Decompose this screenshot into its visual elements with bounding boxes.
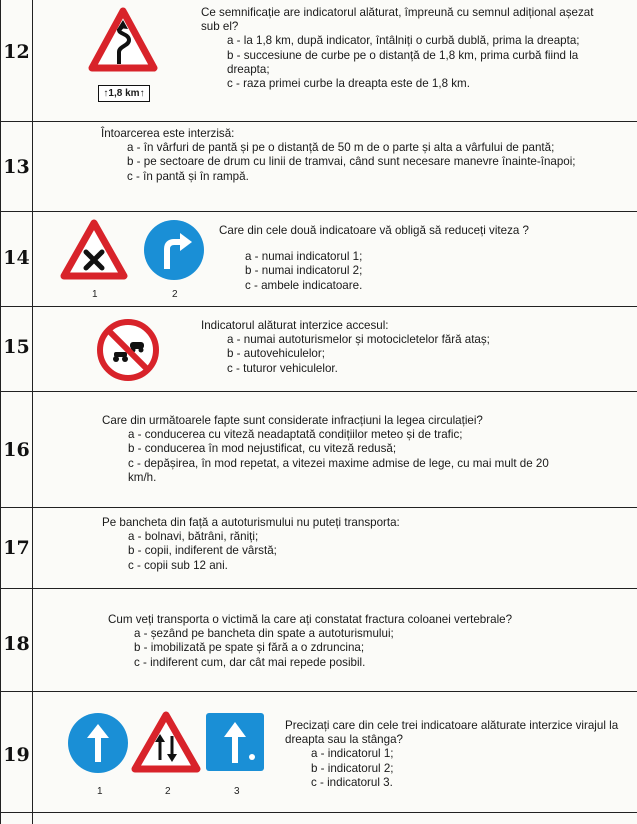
two-way-traffic-sign-icon: [132, 712, 200, 772]
answer-option[interactable]: a - șezând pe bancheta din spate a autoturismului;: [134, 627, 394, 641]
up-arrow-icon: ↑: [139, 88, 145, 99]
row-divider: [1, 211, 637, 212]
row-divider: [1, 588, 637, 589]
answer-option[interactable]: b - numai indicatorul 2;: [245, 264, 363, 278]
answer-option[interactable]: b - conducerea în mod nejustificat, cu viteză redusă;: [128, 442, 397, 456]
answer-option[interactable]: a - bolnavi, bătrâni, răniți;: [128, 530, 259, 544]
question-text: Care din cele două indicatoare vă obligă să reduceți viteza ?: [219, 224, 530, 237]
row-divider: [1, 812, 637, 813]
sign-label: 1: [92, 289, 98, 300]
question-block: [285, 719, 625, 790]
row-divider: [1, 391, 637, 392]
no-motor-vehicles-sign-icon: [96, 318, 160, 382]
question-text: Cum veți transporta o victimă la care ați constatat fractura coloanei vertebrale?: [108, 613, 513, 626]
answer-option[interactable]: c - indicatorul 3.: [311, 775, 393, 789]
answer-option[interactable]: c - ambele indicatoare.: [245, 278, 363, 292]
answer-option[interactable]: b - indicatorul 2;: [311, 761, 394, 775]
answer-option[interactable]: a - la 1,8 km, după indicator, întâlniți o curbă dublă, prima la dreapta;: [227, 34, 580, 48]
up-arrow-icon: ↑: [103, 88, 109, 99]
question-number: 14: [3, 247, 30, 269]
answer-option[interactable]: a - conducerea cu viteză neadaptată condițiilor meteo și de trafic;: [128, 428, 463, 442]
answer-option[interactable]: c - copii sub 12 ani.: [128, 558, 228, 572]
answer-option[interactable]: a - numai indicatorul 1;: [245, 250, 363, 264]
answer-option[interactable]: c - în pantă și în rampă.: [127, 169, 249, 183]
answer-option[interactable]: a - indicatorul 1;: [311, 747, 394, 761]
question-block: [201, 319, 611, 376]
answer-option[interactable]: a - în vârfuri de pantă și pe o distanță de 50 m de o parte și alta a vârfului de pantă;: [127, 141, 555, 155]
sign-label: 1: [97, 786, 103, 797]
question-text: Indicatorul alăturat interzice accesul:: [201, 319, 389, 332]
answer-option[interactable]: c - depășirea, în mod repetat, a vitezei maxime admise de lege, cu mai mult de 20 km/h.: [128, 456, 549, 484]
question-block: [101, 127, 601, 184]
question-text: Pe bancheta din față a autoturismului nu puteți transporta:: [102, 516, 400, 529]
question-block: [219, 224, 619, 293]
turn-right-mandatory-sign-icon: [143, 219, 205, 281]
question-number: 16: [3, 439, 30, 461]
crossroads-warning-sign-icon: [61, 220, 127, 280]
row-divider: [1, 691, 637, 692]
one-way-square-sign-icon: [206, 713, 264, 771]
answer-option[interactable]: b - pe sectoare de drum cu linii de tramvai, când sunt necesare manevre înainte-înapoi;: [127, 155, 576, 169]
answer-option[interactable]: a - numai autoturismelor și motocicletelor fără ataș;: [227, 333, 490, 347]
answer-option[interactable]: c - tuturor vehiculelor.: [227, 361, 338, 375]
question-number: 13: [3, 156, 30, 178]
answer-option[interactable]: c - raza primei curbe la dreapta este de 1,8 km.: [227, 77, 470, 91]
answer-option[interactable]: b - copii, indiferent de vârstă;: [128, 544, 277, 558]
number-column-divider: [32, 0, 33, 824]
answer-option[interactable]: c - indiferent cum, dar cât mai repede posibil.: [134, 655, 366, 669]
sign-label: 3: [234, 786, 240, 797]
question-block: [102, 516, 572, 573]
question-block: [108, 613, 578, 670]
question-text: Întoarcerea este interzisă:: [101, 127, 235, 140]
distance-plate: [98, 85, 150, 102]
question-block: [201, 6, 611, 91]
straight-ahead-mandatory-sign-icon: [67, 712, 129, 774]
answer-option[interactable]: b - imobilizată pe spate și fără a o zdruncina;: [134, 641, 365, 655]
double-curve-right-sign-icon: [89, 8, 157, 72]
sign-label: 2: [165, 786, 171, 797]
question-number: 12: [3, 41, 30, 63]
plate-text: 1,8 km: [108, 88, 140, 99]
question-text: Ce semnificație are indicatorul alăturat, împreună cu semnul adițional așezat sub el?: [201, 6, 594, 34]
question-number: 15: [3, 336, 30, 358]
answer-option[interactable]: b - succesiune de curbe pe o distanță de 1,8 km, prima curbă fiind la dreapta;: [227, 48, 579, 76]
question-text: Precizați care din cele trei indicatoare alăturate interzice virajul la dreapta sau la stânga?: [285, 719, 619, 747]
sign-label: 2: [172, 289, 178, 300]
row-divider: [1, 306, 637, 307]
question-number: 19: [3, 744, 30, 766]
row-divider: [1, 507, 637, 508]
answer-option[interactable]: b - autovehiculelor;: [227, 347, 325, 361]
row-divider: [1, 121, 637, 122]
question-number: 17: [3, 537, 30, 559]
question-number: 18: [3, 633, 30, 655]
question-text: Care din următoarele fapte sunt considerate infracțiuni la legea circulației?: [102, 414, 483, 427]
question-block: [102, 414, 572, 485]
